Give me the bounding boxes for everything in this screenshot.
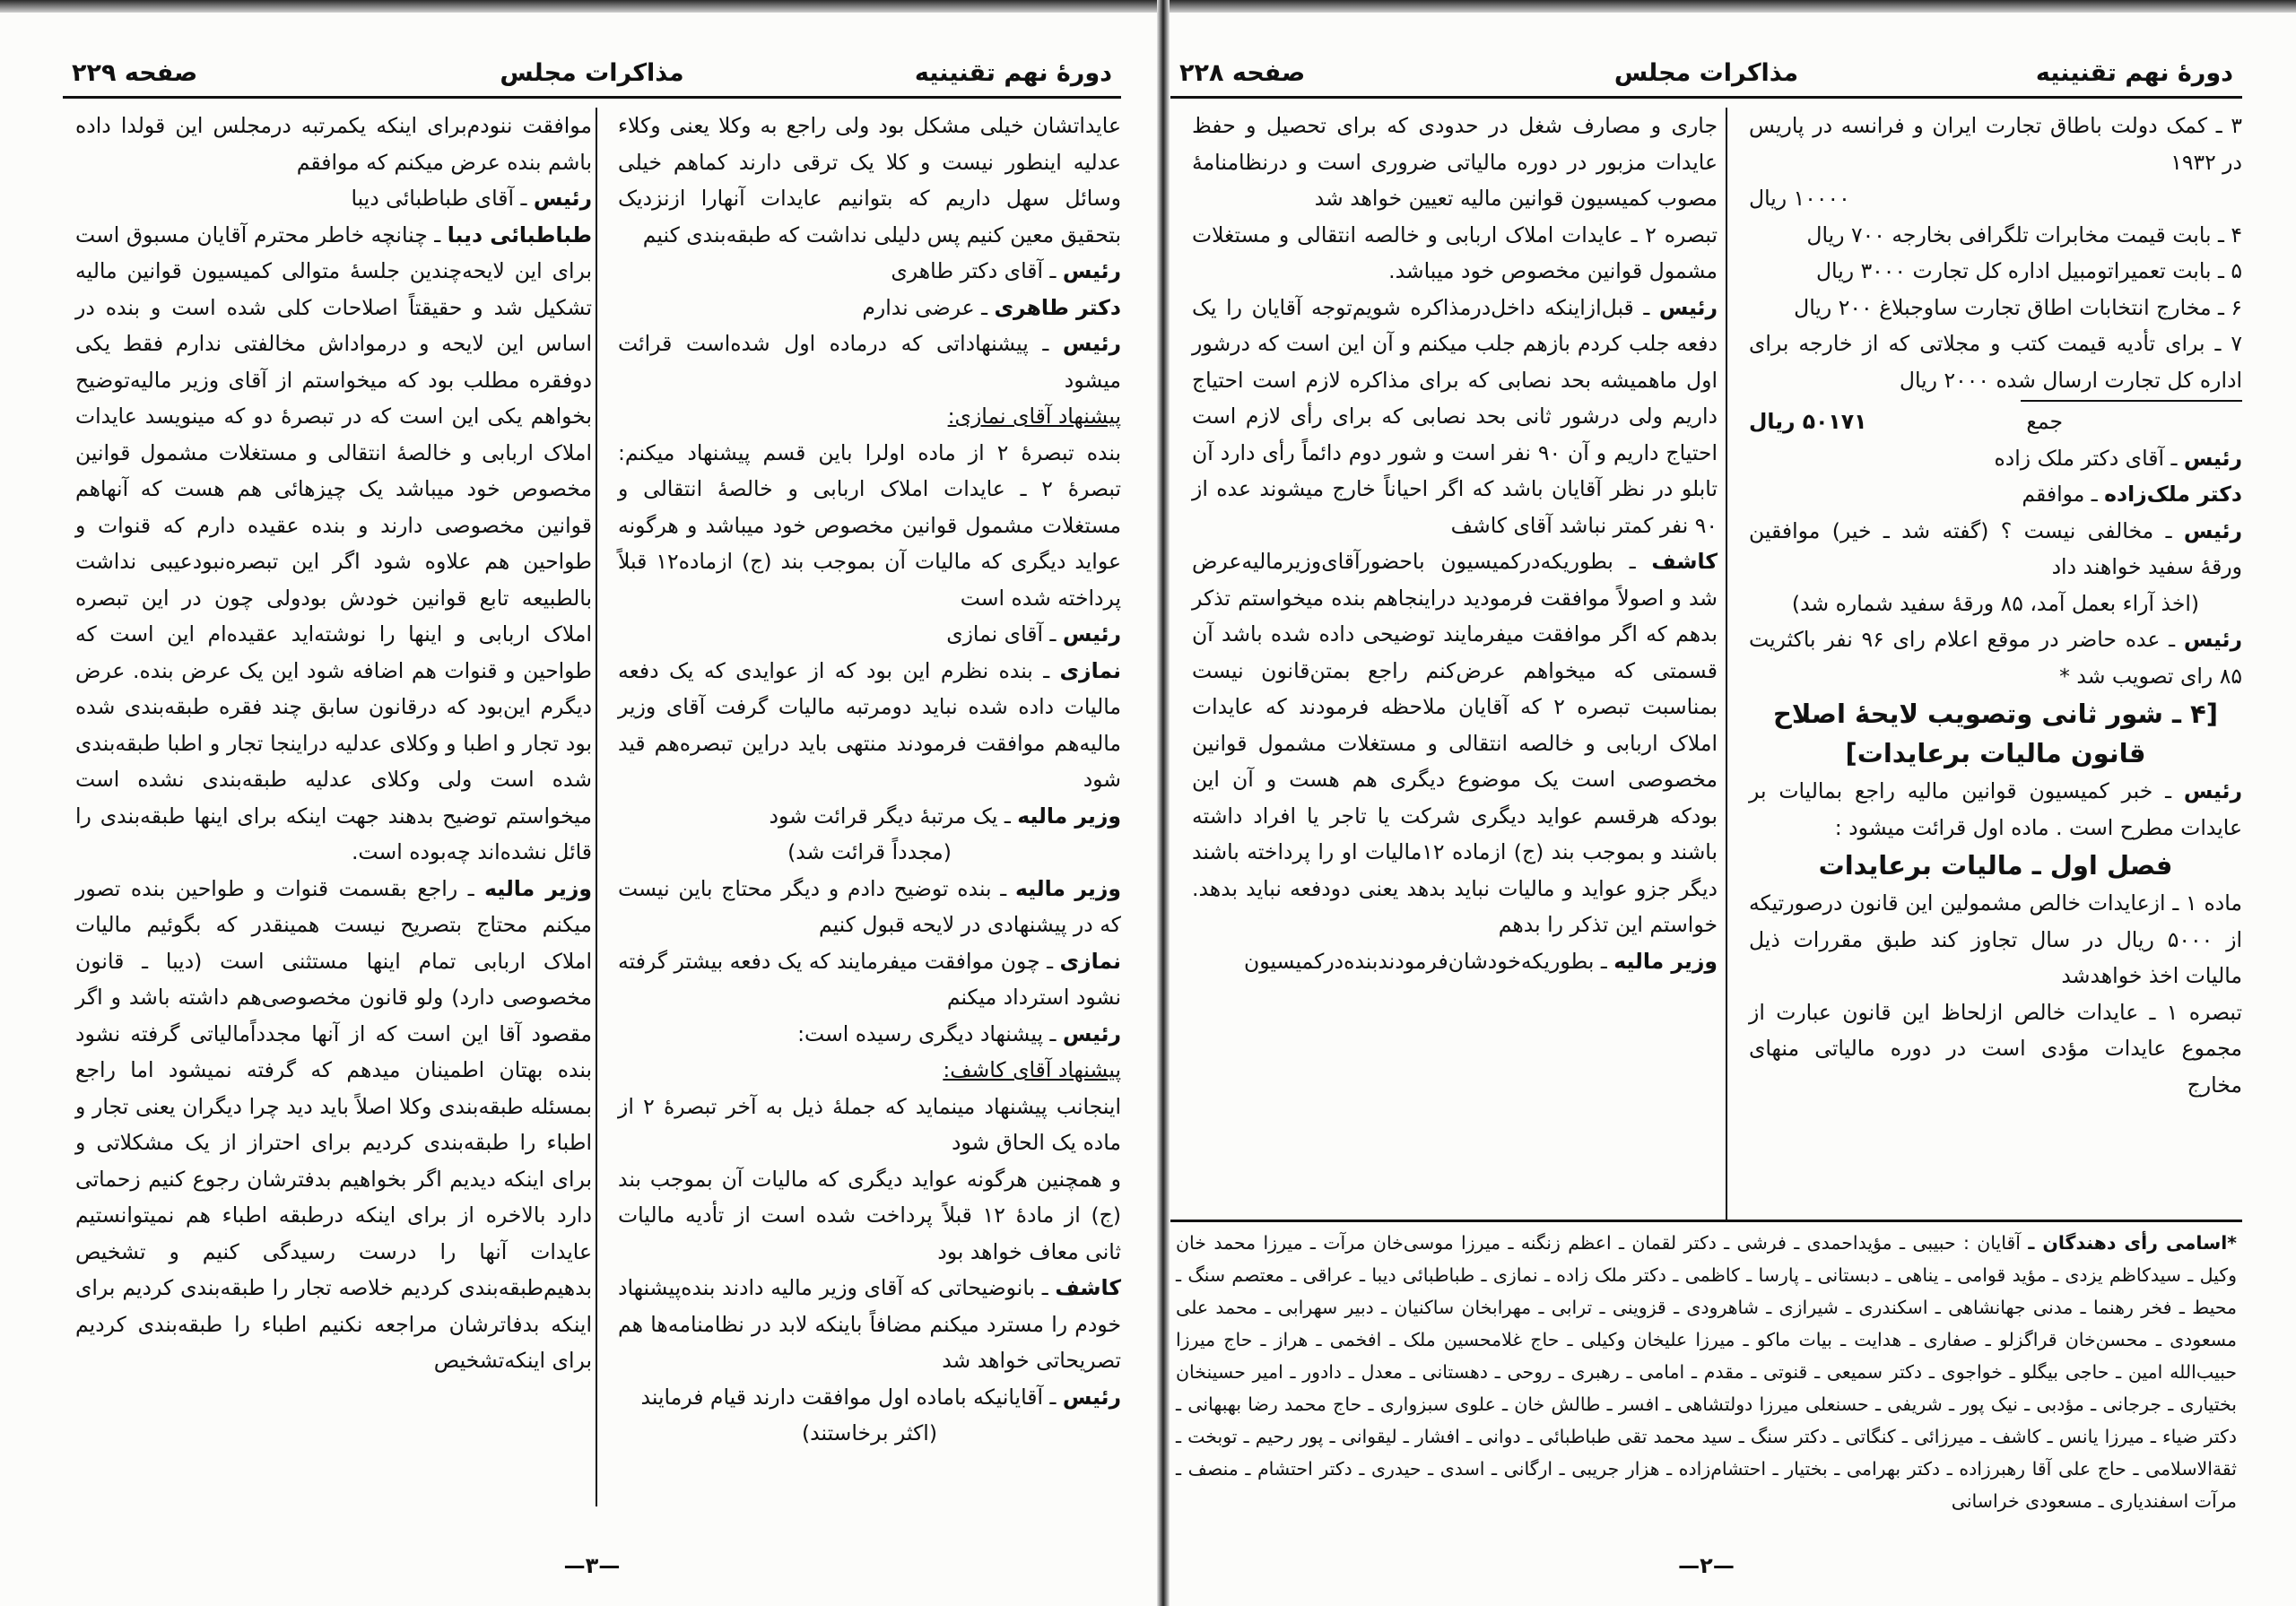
speech-paragraph [618,616,1121,653]
speaker-name: وزیر مالیه [484,875,592,901]
speech-text: ـ بانوضیحاتی که آقای وزیر مالیه دادند بنده‌پیشنهاد خودم را مسترد میکنم مضافاً باینکه لابد در نظامنامه‌ها هم تصریحاتی خواهد شد [618,1275,1121,1373]
text-paragraph: جاری و مصارف شغل در حدودی که برای تحصیل و حفظ عایدات مزبور در دوره مالیاتی ضروری است و درنظامنامهٔ مصوب کمیسیون قوانین مالیه تعیین خواهد شد [1192,113,1718,211]
text-paragraph: (مجدداً قرائت شد) [787,839,952,864]
speech-paragraph [1192,943,1718,980]
speaker-name: رئیس [2183,445,2242,471]
budget-total [1749,404,2242,440]
total-rule [2021,400,2243,402]
speech-paragraph [618,1270,1121,1379]
text-paragraph: تبصره ۲ ـ عایدات املاک اربابی و خالصه انتقالی و مستغلات مشمول قوانین مخصوص خود میباشد. [1192,221,1718,283]
budget-item-amount: ۱۰۰۰۰ ریال [1749,186,1850,211]
speech-paragraph [75,217,592,871]
header-title: مذاکرات مجلس [500,59,684,87]
header-period: دورهٔ نهم تقنینیه [914,59,1112,87]
budget-items-list [1749,217,2242,399]
speech-text: ـ خبر کمیسیون قوانین مالیه راجع بمالیات بر عایدات مطرح است . ماده اول قرائت میشود : [1749,778,2242,840]
speaker-name: رئیس [2183,627,2242,652]
speech-text: ـ بطوریکه‌خودشان‌فرمودند‌بنده‌درکمیسیون [1244,948,1614,974]
speech-paragraph [1192,290,1718,544]
header-period: دورهٔ نهم تقنینیه [2035,59,2233,87]
page-folio: —۳— [563,1553,621,1578]
total-amount: ۵۰۱۷۱ ریال [1749,409,1867,434]
speech-text: ـ عده حاضر در موقع اعلام رای ۹۶ نفر باکثریت ۸۵ رای تصویب شد * [1749,627,2242,689]
speaker-name: کاشف [1651,549,1718,574]
text-paragraph: (اخذ آراء بعمل آمد، ۸۵ ورقهٔ سفید شماره شد) [1791,590,2200,616]
speaker-name: رئیس [1062,331,1121,356]
voters-names: آقایان : حبیبی ـ مؤیداحمدی ـ فرشی ـ دکتر لقمان ـ اعظم زنگنه ـ میرزا موسی‌خان مرآت ـ میرزا محمد خان وکیل ـ سیدکاظم یزدی ـ مؤید قوامی ـ یناهی ـ دبستانی ـ پارسا ـ کاظمی ـ دکتر ملک زاده ـ نمازی ـ طباطبائی دیبا ـ عراقی ـ معتصم سنگ ـ محیط ـ فخر ‌رهنما ـ مدنی جهانشاهی ـ اسکندری ـ شیرازی ـ شاهرودی ـ قزوینی ـ ترابی ـ مهرابخان ساکنیان ـ دبیر سهرابی ـ محمد علی مسعودی ـ محسن‌خان قراگزلو ـ صفاری ـ هدایت ـ بیات ماکو ـ میرزا علیخان وکیلی ـ حاج غلامحسین ملک ـ افخمی ـ هراز ـ حاج میرزا حبیب‌الله امین ـ حاجی بیگلو ـ خواجوی ـ دکتر سمیعی ـ قنوتی ـ مقدم ـ امامی ـ رهبری ـ روحی ـ دهستانی ـ معدل ـ دادور ـ امیر حسینخان بختیاری ـ جرجانی ـ مؤدبی ـ نیک پور ـ شریفی ـ حسنعلی میرزا دولتشاهی ـ افسر ـ طالش خان ـ علوی سبزواری ـ حاج محمد رضا بهبهانی ـ دکتر ضیاء ـ میرزا یانس ـ کاشف ـ میرزائی ـ کنگاتی ـ دکتر سنگ ـ سید محمد تقی طباطبائی ـ دوانی ـ افشار ـ لیقوانی ـ پور رحیم ـ توبخت ـ ثقة‌الاسلامی ـ حاج علی آقا رهبرزاده ـ دکتر بهرامی ـ بختیار ـ احتشام‌زاده ـ هزار جریبی ـ ارگانی ـ اسدی ـ حیدری ـ دکتر احتشام ـ منصف ـ مرآت اسفندیاری ـ مسعودی خراسانی [1176,1232,2237,1512]
column-right [605,108,1121,1506]
speech-paragraph [618,1016,1121,1053]
speech-paragraph [1192,543,1718,943]
budget-item: ۶ ـ مخارج انتخابات اطاق تجارت ساوجبلاغ ۲۰۰ ریال [1794,294,2242,320]
speaker-name: رئیس [1062,1384,1121,1410]
speech-paragraph [618,653,1121,798]
column-divider [596,108,597,1506]
footnote-divider [1170,1220,2242,1222]
speech-text: ـ چون موافقت میفرمایند که یک دفعه بیشتر گرفته نشود استرداد میکنم [618,948,1121,1010]
speaker-name: رئیس [2183,517,2242,543]
speech-paragraph [618,798,1121,835]
speech-paragraph [618,943,1121,1016]
page-header [63,54,1121,99]
speech-paragraph [75,180,592,217]
total-label: جمع [2026,409,2063,434]
page-header [1170,54,2242,99]
page-229 [63,36,1121,1587]
speech-paragraph [618,290,1121,326]
voters-lead: *اسامی رأی دهندگان ـ [2028,1232,2237,1254]
speaker-name: وزیر مالیه [1613,948,1718,974]
speech-text: ـ بنده نظرم این بود که از عوایدی که یک دفعه مالیات داده شده نباید دومرتبه مالیات گرفت آقای وزیر مالیه‌هم موافقت فرمودند منتهی باید دراین تبصره‌هم قید شود [618,657,1121,792]
book-gutter [1157,0,1170,1606]
column-divider [1726,108,1727,1220]
budget-item: ۵ ـ بابت تعمیراتومبیل اداره کل تجارت ۳۰۰۰ ریال [1815,258,2242,283]
speech-text: ـ آقایانیکه باماده اول موافقت دارند قیام فرمایند [640,1384,1063,1410]
speech-paragraph [618,871,1121,943]
speaker-name: دکتر ملک‌زاده [2104,482,2242,507]
voters-footnote [1170,1227,2242,1517]
speech-text: ـ عرضی ندارم [862,294,995,320]
speaker-name: رئیس [1062,621,1121,647]
column-left [72,108,592,1506]
speech-text: ـ آقای نمازی [946,621,1063,647]
speaker-name: نمازی [1059,657,1121,683]
text-paragraph: بنده تبصرهٔ ۲ از ماده اولرا باین قسم پیشنهاد میکنم: تبصرهٔ ۲ ـ عایدات املاک اربابی و خالصهٔ انتقالی و مستغلات مشمول قوانین مخصوص خود میباشد و هرگونه عواید دیگری که مالیات آن بموجب بند (ج) ازماده۱۲ قبلاً پرداخته شده است [618,439,1121,611]
text-paragraph: موافقت ننودم‌برای اینکه یکمرتبه درمجلس این قولدا داده باشم بنده عرض میکنم که موافقم [75,113,592,175]
speech-text: ـ آقای طباطبائی دیبا [351,186,534,211]
speech-text: ـ بنده توضیح دادم و دیگر محتاج باین نیست که در پیشنهادی در لایحه قبول کنیم [618,875,1121,937]
speaker-name: وزیر مالیه [1017,803,1121,829]
speech-text: ـ یک مرتبهٔ دیگر قرائت شود [769,803,1018,829]
speech-text: ـ آقای دکتر ملک زاده [1994,445,2184,471]
budget-item: ۷ ـ برای تأدیه قیمت کتب و مجلاتی که از خارجه برای اداره کل تجارت ارسال شده ۲۰۰۰ ریال [1749,331,2242,393]
budget-item [1749,108,2242,180]
header-title: مذاکرات مجلس [1613,59,1799,87]
speech-text: ـ پیشنهاد دیگری رسیده است: [797,1020,1063,1046]
speaker-name: دکتر طاهری [994,294,1121,320]
budget-item-text: ۳ ـ کمک دولت باطاق تجارت ایران و فرانسه در پاریس در ۱۹۳۲ [1749,113,2242,175]
speech-paragraph [1749,476,2242,513]
budget-item: ۴ ـ بابت قیمت مخابرات تلگرافی بخارجه ۷۰۰ ریال [1806,221,2242,247]
column-right [1740,108,2242,1220]
speaker-name: رئیس [1658,294,1718,320]
speech-paragraph [1749,440,2242,477]
speaker-name: رئیس [533,186,592,211]
section-heading: [۴ ـ شور ثانی وتصویب لایحهٔ اصلاح قانون مالیات برعایدات] [1773,699,2218,768]
speech-text: ـ بطوریکه‌درکمیسیون باحضورآقای‌وزیرمالیه‌عرض شد و اصولاً موافقت فرمودید دراینجاهم بنده میخواستم تذکر بدهم که اگر موافقت میفرمایند توضیحی داده شده باشد آن قسمتی که میخواهم عرض‌کنم راجع بمتن‌قانون نیست بمناسبت تبصره ۲ که آقایان ملاحظه فرمودند که عایدات املاک اربابی و خالصه انتقالی و مستغلات مشمول قوانین مخصوصی است یک موضوع دیگری هم هست و آن این بودکه هرقسم عواید دیگری شرکت یا تاجر یا افراد داشته باشند و بموجب بند (ج) ازماده ۱۲مالیات او را پرداخته باشند دیگر جزو عواید و مالیات نباید بدهد یعنی دودفعه نباید بدهد. خواستم این تذکر را بدهم [1192,549,1718,937]
speaker-name: وزیر مالیه [1014,875,1122,901]
speech-text: ـ مخالفی نیست ؟ (گفته شد ـ خیر) موافقین ورقهٔ سفید خواهند داد [1749,517,2242,579]
speech-paragraph [75,871,592,1379]
speech-text: ـ چنانچه خاطر محترم آقایان مسبوق است برای این لایحه‌چندین جلسهٔ متوالی کمیسیون قوانین مالیه تشکیل شد و حقیقتاً اصلاحات کلی شده است و بنده در اساس این لایحه و درمواداش مخالفتی ندارم فقط یکی دوفقره مطلب بود که میخواستم از آقای وزیر مالیه‌توضیح بخواهم یکی این است که در تبصرهٔ دو که مینویسد عایدات املاک اربابی و خالصهٔ انتقالی و مستغلات مشمول قوانین مخصوص خود میباشد یک چیزهائی هم هست که آنهاهم قوانین مخصوصی دارند و بنده عقیده دارم که قنوات و طواحین هم علاوه شود اگر این تبصره‌نبود‌عیبی نداشت بالطبیعه تابع قوانین خودش بودولی چون در این تبصره املاک اربابی و اینها را نوشته‌اید عقیده‌ام این است که طواحین و قنوات هم اضافه شود این یک عرض بنده. عرض دیگرم این‌بود که درقانون سابق چند فقره طبقه‌بندی شده بود تجار و اطبا و وکلای عدلیه دراینجا تجار و اطبا طبقه‌بندی شده است ولی وکلای عدلیه طبقه‌بندی نشده است میخواستم توضیح بدهند جهت اینکه برای اینها طبقه‌بندی را قائل نشده‌اند چه‌بوده است. [75,221,592,864]
speech-paragraph [618,1379,1121,1416]
page-228 [1170,36,2242,1587]
text-paragraph: ماده ۱ ـ ازعایدات خالص مشمولین این قانون درصورتیکه از ۵۰۰۰ ریال در سال تجاوز کند طبق مقررات ذیل مالیات اخذ خواهدشد [1749,890,2243,988]
speech-paragraph [618,253,1121,290]
text-paragraph: و همچنین هرگونه عواید دیگری که مالیات آن بموجب بند (ج) از مادهٔ ۱۲ قبلاً پرداخت شده است از تأدیه مالیات ثانی معاف خواهد بود [618,1166,1121,1264]
proposal-title: پیشنهاد آقای کاشف: [943,1057,1121,1082]
text-paragraph: (اکثر برخاستند) [802,1420,937,1445]
column-left [1188,108,1718,1220]
speech-text: ـ راجع بقسمت قنوات و طواحین بنده تصور میکنم محتاج بتصریح نیست همینقدر که بگوئیم مالیات املاک اربابی تمام اینها مستثنی است (دیبا ـ قانون مخصوصی دارد) ولو قانون مخصوصی‌هم داشته باشد و اگر مقصود آقا این است که از آنها مجدداً‌مالیاتی گرفته نشود بنده بهتان اطمینان میدهم که گرفته نمیشود اما راجع بمسئله طبقه‌بندی وکلا اصلاً باید دید چرا دیگران یعنی تجار و اطباء را طبقه‌بندی کردیم برای احتراز از یک مشکلاتی و برای اینکه دیدیم اگر بخواهیم بدفترشان رجوع کنیم زحماتی دارد بالاخره از برای اینکه درطبقه اطباء هم نمیتوانستیم عایدات آنها را درست رسیدگی کنیم و تشخیص بدهیم‌طبقه‌بندی کردیم خلاصه تجار را طبقه‌بندی کردیم برای اینکه بدفاترشان مراجعه نکنیم اطباء را طبقه‌بندی کردیم برای اینکه‌تشخیص [75,875,592,1373]
speaker-name: طباطبائی دیبا [447,221,592,247]
proposal-title: پیشنهاد آقای نمازی: [947,404,1121,429]
speech-paragraph [1749,621,2242,694]
section-heading: فصل اول ـ مالیات برعایدات [1818,850,2173,881]
header-page-number: صفحه ۲۲۹ [72,59,198,87]
speech-paragraph [618,326,1121,398]
speech-paragraph [1749,773,2242,846]
scan-top-edge [0,0,2296,13]
page-folio: —۲— [1678,1553,1735,1578]
speech-text: ـ موافقم [2022,482,2105,507]
speaker-name: رئیس [1062,258,1121,283]
speaker-name: رئیس [2183,778,2242,803]
speech-text: ـ قبل‌ازاینکه داخل‌در‌مذاکره شویم‌توجه آقایان را یک دفعه جلب کردم بازهم جلب میکنم و آن این است که درشور اول ماهمیشه بحد نصابی که برای مذاکره لازم است احتیاج داریم ولی درشور ثانی بحد نصابی که برای رأی لازم است احتیاج داریم و آن ۹۰ نفر است و شور دوم دائماً رأی دارد آن تابلو در نظر آقایان باشد که اگر احیاناً خارج میشوند عده از ۹۰ نفر کمتر نباشد آقای کاشف [1192,294,1718,538]
speaker-name: نمازی [1059,948,1121,974]
speech-paragraph [1749,513,2242,586]
text-paragraph: عایداتشان خیلی مشکل بود ولی راجع به وکلا یعنی وکلاء عدلیه اینطور نیست و کلا یک ترقی دارند کماهم خیلی وسائل سهل داریم که بتوانیم عایدات آنهارا ازنزدیک بتحقیق معین کنیم پس دلیلی نداشت که طبقه‌بندی کنیم [618,113,1121,247]
speaker-name: کاشف [1055,1275,1121,1300]
speech-text: ـ آقای دکتر طاهری [891,258,1063,283]
speech-text: ـ پیشنهاداتی که درماده اول شده‌است قرائت میشود [618,331,1121,393]
speaker-name: رئیس [1062,1020,1121,1046]
text-paragraph: تبصره ۱ ـ عایدات خالص ازلحاظ این قانون عبارت از مجموع عایدات مؤدی است در دوره مالیاتی منهای مخارج [1749,999,2242,1098]
column-right-body [1749,440,2242,1104]
text-paragraph: اینجانب پیشنهاد مینماید که جملهٔ ذیل به آخر تبصرهٔ ۲ از ماده یک الحاق شود [618,1093,1121,1155]
header-page-number: صفحه ۲۲۸ [1179,59,1306,87]
